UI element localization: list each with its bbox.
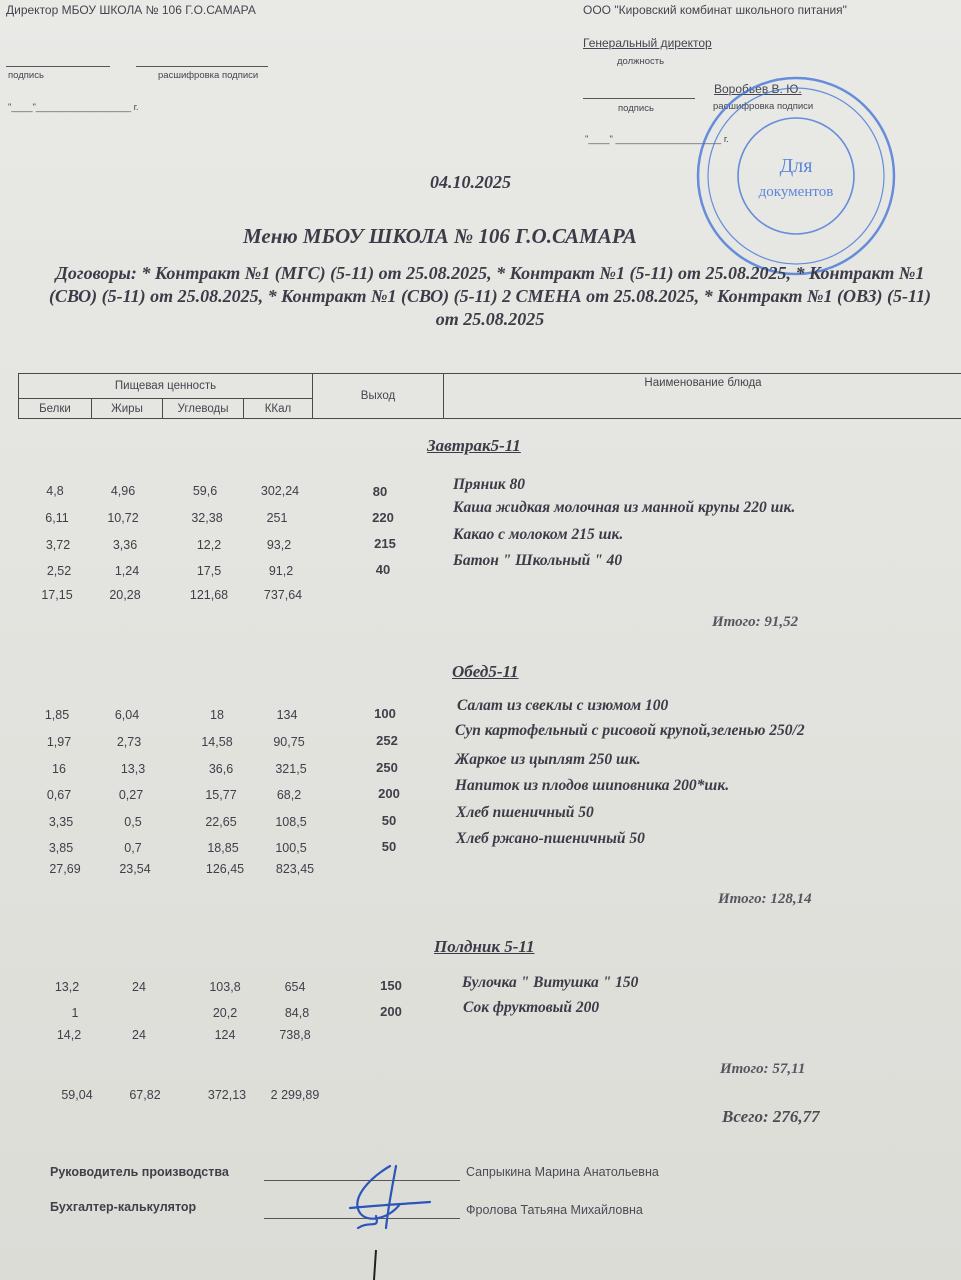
stamp-text-1: Для xyxy=(779,155,813,177)
dish-name: Напиток из плодов шиповника 200*шк. xyxy=(455,777,730,794)
carbs-value: 12,2 xyxy=(196,538,222,552)
protein-value: 1 xyxy=(71,1006,79,1020)
carbs-value: 18,85 xyxy=(207,841,239,855)
carbs-value: 17,5 xyxy=(196,564,222,578)
kcal-sum: 737,64 xyxy=(263,588,303,602)
kcal-value: 84,8 xyxy=(284,1006,310,1020)
output-value: 252 xyxy=(376,733,398,748)
carbs-value: 15,77 xyxy=(205,788,237,802)
dish-name: Хлеб пшеничный 50 xyxy=(456,804,594,821)
output-value: 50 xyxy=(381,839,397,854)
approve-date: "____"__________________ г. xyxy=(8,102,139,113)
sign-label: подпись xyxy=(8,70,44,81)
fat-sum: 23,54 xyxy=(119,862,151,876)
protein-value: 16 xyxy=(52,762,66,776)
company-stamp xyxy=(692,72,900,280)
output-value: 150 xyxy=(380,978,402,993)
protein-grand: 59,04 xyxy=(61,1088,93,1102)
carbs-sum: 121,68 xyxy=(189,588,229,602)
fat-value: 0,7 xyxy=(124,841,142,855)
output-value: 80 xyxy=(372,484,388,499)
kcal-value: 93,2 xyxy=(266,538,292,552)
section-total: Итого: 57,11 xyxy=(720,1061,806,1077)
carbs-value: 32,38 xyxy=(191,511,223,525)
decode-label: расшифровка подписи xyxy=(713,101,814,112)
sign-line xyxy=(6,66,110,67)
output-value: 200 xyxy=(378,786,400,801)
protein-value: 1,85 xyxy=(44,708,70,722)
decode-line xyxy=(136,66,268,67)
protein-value: 3,35 xyxy=(48,815,74,829)
signature-name: Фролова Татьяна Михайловна xyxy=(466,1203,643,1217)
fat-value: 4,96 xyxy=(110,484,136,498)
dish-name: Какао с молоком 215 шк. xyxy=(453,526,624,543)
fat-value: 1,24 xyxy=(114,564,140,578)
supplier-date: "____" ____________________ г. xyxy=(585,134,729,145)
dish-name: Каша жидкая молочная из манной крупы 220 шк. xyxy=(453,499,796,516)
fat-sum: 20,28 xyxy=(109,588,141,602)
kcal-value: 321,5 xyxy=(275,762,307,776)
contracts-text: Договоры: * Контракт №1 (МГС) (5-11) от 25.08.2025, * Контракт №1 (5-11) от 25.08.2025, * Контракт №1 (СВО) (5-11) от 25.08.2025, * Контракт №1 (СВО) (5-11) 2 СМЕНА от 25.08.2025, * Контракт №1 (ОВЗ) (5-11) от 25.08.2025 xyxy=(48,263,932,329)
fat-value: 3,36 xyxy=(112,538,138,552)
protein-sum: 14,2 xyxy=(56,1028,82,1042)
signature-name: Сапрыкина Марина Анатольевна xyxy=(466,1165,659,1179)
protein-value: 1,97 xyxy=(46,735,72,749)
kcal-value: 100,5 xyxy=(275,841,307,855)
output-value: 215 xyxy=(374,536,396,551)
stamp-text-2: документов xyxy=(758,184,834,200)
carbs-sum: 124 xyxy=(214,1028,236,1042)
supplier-name: Воробьев В. Ю. xyxy=(714,82,802,96)
dish-name: Батон " Школьный " 40 xyxy=(453,552,623,569)
protein-sum: 17,15 xyxy=(41,588,73,602)
col-protein: Белки xyxy=(19,399,92,419)
fat-value: 0,27 xyxy=(118,788,144,802)
output-header: Выход xyxy=(313,374,444,419)
kcal-grand: 2 299,89 xyxy=(270,1088,320,1102)
carbs-value: 59,6 xyxy=(192,484,218,498)
col-kcal: ККал xyxy=(244,399,313,419)
fat-grand: 67,82 xyxy=(129,1088,161,1102)
output-value: 200 xyxy=(380,1004,402,1019)
protein-value: 4,8 xyxy=(46,484,64,498)
dish-name: Салат из свеклы с изюмом 100 xyxy=(457,697,669,714)
kcal-value: 90,75 xyxy=(273,735,305,749)
carbs-grand: 372,13 xyxy=(207,1088,247,1102)
grand-total: Всего: 276,77 xyxy=(722,1107,820,1126)
protein-value: 3,72 xyxy=(45,538,71,552)
fat-value: 13,3 xyxy=(120,762,146,776)
protein-value: 0,67 xyxy=(46,788,72,802)
fat-value: 0,5 xyxy=(124,815,142,829)
fat-sum: 24 xyxy=(132,1028,146,1042)
kcal-sum: 738,8 xyxy=(279,1028,311,1042)
dish-name: Жаркое из цыплят 250 шк. xyxy=(455,751,641,768)
output-value: 50 xyxy=(381,813,397,828)
section-total: Итого: 91,52 xyxy=(712,614,799,630)
sign-label: подпись xyxy=(618,103,654,114)
kcal-value: 134 xyxy=(276,708,298,722)
kcal-value: 91,2 xyxy=(268,564,294,578)
kcal-value: 108,5 xyxy=(275,815,307,829)
table-header xyxy=(18,373,961,419)
protein-value: 3,85 xyxy=(48,841,74,855)
signature-role: Руководитель производства xyxy=(50,1165,229,1179)
carbs-value: 103,8 xyxy=(209,980,241,994)
menu-title: Меню МБОУ ШКОЛА № 106 Г.О.САМАРА xyxy=(243,224,637,248)
output-value: 220 xyxy=(372,510,394,525)
carbs-sum: 126,45 xyxy=(205,862,245,876)
fat-value: 10,72 xyxy=(107,511,139,525)
carbs-value: 18 xyxy=(210,708,224,722)
decode-label: расшифровка подписи xyxy=(158,70,259,81)
dish-name: Сок фруктовый 200 xyxy=(463,999,600,1016)
carbs-value: 14,58 xyxy=(201,735,233,749)
handwritten-signature xyxy=(330,1158,440,1280)
kcal-value: 68,2 xyxy=(276,788,302,802)
carbs-value: 20,2 xyxy=(212,1006,238,1020)
dish-name-header: Наименование блюда xyxy=(444,374,961,419)
protein-sum: 27,69 xyxy=(49,862,81,876)
position-label: должность xyxy=(617,56,665,67)
approver-title: Директор МБОУ ШКОЛА № 106 Г.О.САМАРА xyxy=(6,3,256,17)
kcal-value: 251 xyxy=(266,511,288,525)
fat-value: 2,73 xyxy=(116,735,142,749)
kcal-sum: 823,45 xyxy=(275,862,315,876)
section-title: Завтрак5-11 xyxy=(427,436,521,455)
protein-value: 2,52 xyxy=(46,564,72,578)
section-title: Полдник 5-11 xyxy=(434,937,535,956)
nutrition-header: Пищевая ценность xyxy=(19,374,313,399)
output-value: 100 xyxy=(374,706,396,721)
dish-name: Хлеб ржано-пшеничный 50 xyxy=(456,830,645,847)
dish-name: Пряник 80 xyxy=(453,476,526,493)
protein-value: 13,2 xyxy=(54,980,80,994)
section-total: Итого: 128,14 xyxy=(718,891,812,907)
sign-line xyxy=(583,98,695,99)
fat-value: 6,04 xyxy=(114,708,140,722)
output-value: 40 xyxy=(375,562,391,577)
carbs-value: 22,65 xyxy=(205,815,237,829)
supplier-org: ООО "Кировский комбинат школьного питания" xyxy=(583,3,847,17)
carbs-value: 36,6 xyxy=(208,762,234,776)
col-carbs: Углеводы xyxy=(163,399,244,419)
menu-date: 04.10.2025 xyxy=(430,172,511,192)
dish-name: Булочка " Витушка " 150 xyxy=(462,974,639,991)
protein-value: 6,11 xyxy=(45,511,69,525)
kcal-value: 302,24 xyxy=(260,484,300,498)
kcal-value: 654 xyxy=(284,980,306,994)
signature-role: Бухгалтер-калькулятор xyxy=(50,1200,197,1214)
dish-name: Суп картофельный с рисовой крупой,зеленью 250/2 xyxy=(455,722,805,739)
section-title: Обед5-11 xyxy=(452,662,519,681)
fat-value: 24 xyxy=(132,980,146,994)
output-value: 250 xyxy=(376,760,398,775)
supplier-position: Генеральный директор xyxy=(583,36,712,50)
col-fat: Жиры xyxy=(92,399,163,419)
